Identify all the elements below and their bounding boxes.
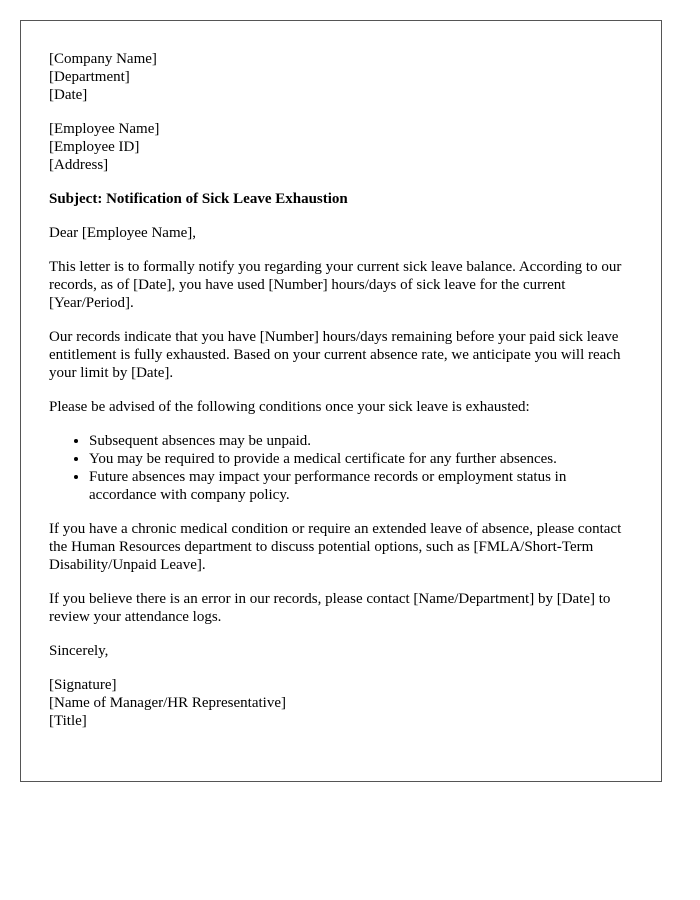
paragraph-usage: This letter is to formally notify you regarding your current sick leave balance. According to our records, as of [Date], you have used [Number] hours/days of sick leave for the current [Year/Period]. <box>49 259 622 311</box>
paragraph-error-contact: If you believe there is an error in our records, please contact [Name/Department] by [Date] to review your attendance logs. <box>49 591 611 625</box>
signer-name: [Name of Manager/HR Representative] <box>49 695 286 711</box>
list-item: • Subsequent absences may be unpaid. <box>89 432 633 450</box>
signer-title: [Title] <box>49 713 87 729</box>
paragraph-options: If you have a chronic medical condition or require an extended leave of absence, please contact the Human Resources department to discuss potential options, such as [FMLA/Short-Term Disability/Unpaid Leave]. <box>49 521 622 573</box>
recipient-block <box>49 120 633 174</box>
paragraph-conditions-intro: Please be advised of the following conditions once your sick leave is exhausted: <box>49 399 530 415</box>
employee-address: [Address] <box>49 157 109 173</box>
list-item: • Future absences may impact your performance records or employment status in accordance with company policy. <box>89 468 633 504</box>
letter-date: [Date] <box>49 87 88 103</box>
paragraph-remaining: Our records indicate that you have [Number] hours/days remaining before your paid sick leave entitlement is fully exhausted. Based on your current absence rate, we anticipate you will reach your limit by [Date]. <box>49 329 621 381</box>
conditions-list <box>49 432 633 504</box>
subject-line: Subject: Notification of Sick Leave Exhaustion <box>49 191 348 207</box>
signature: [Signature] <box>49 677 117 693</box>
list-item: • You may be required to provide a medical certificate for any further absences. <box>89 450 633 468</box>
employee-id: [Employee ID] <box>49 139 140 155</box>
letter-page <box>20 20 662 782</box>
closing: Sincerely, <box>49 643 109 659</box>
signature-block <box>49 676 633 730</box>
department: [Department] <box>49 69 130 85</box>
sender-block <box>49 50 633 104</box>
employee-name: [Employee Name] <box>49 121 160 137</box>
salutation: Dear [Employee Name], <box>49 225 197 241</box>
company-name: [Company Name] <box>49 51 157 67</box>
